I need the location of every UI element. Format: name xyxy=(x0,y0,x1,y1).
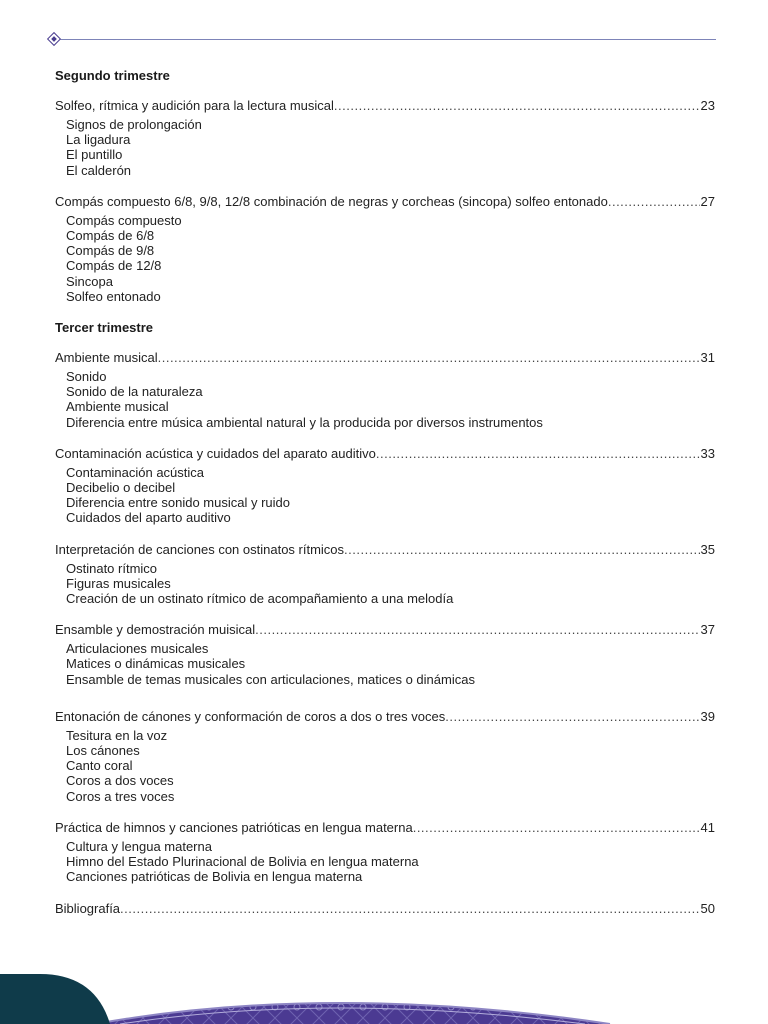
toc-subitem: Compás compuesto xyxy=(66,212,182,228)
table-of-contents xyxy=(55,68,715,933)
toc-entry[interactable] xyxy=(55,820,715,885)
dot-leader xyxy=(255,622,699,638)
toc-subitem: Figuras musicales xyxy=(66,575,171,591)
toc-subitem: La ligadura xyxy=(66,132,131,148)
dot-leader xyxy=(608,194,700,210)
toc-subitem: Solfeo entonado xyxy=(66,288,161,304)
toc-subitem: Compás de 9/8 xyxy=(66,243,155,259)
toc-page-number: 37 xyxy=(700,622,715,638)
dot-leader xyxy=(120,901,699,917)
toc-subitem: Canto coral xyxy=(66,758,133,774)
toc-subitem: Ensamble de temas musicales con articulaciones, matices o dinámicas xyxy=(66,671,475,687)
toc-entry-title: Ambiente musical xyxy=(55,350,158,366)
toc-entry[interactable] xyxy=(55,446,715,526)
toc-subitem: Sincopa xyxy=(66,273,113,289)
toc-entry-title: Ensamble y demostración muisical xyxy=(55,622,256,638)
toc-page-number: 50 xyxy=(700,900,715,916)
toc-subitem: Decibelio o decibel xyxy=(66,480,176,496)
toc-entry[interactable] xyxy=(55,622,715,687)
toc-page-number: 27 xyxy=(700,193,715,209)
toc-subitem: Creación de un ostinato rítmico de acompañamiento a una melodía xyxy=(66,591,454,607)
toc-entry[interactable] xyxy=(55,709,715,804)
header-rule xyxy=(58,39,716,40)
toc-page-number: 35 xyxy=(700,541,715,557)
toc-subitem: Contaminación acústica xyxy=(66,464,205,480)
toc-subitem: Coros a tres voces xyxy=(66,788,175,804)
toc-subitem: Compás de 12/8 xyxy=(66,258,162,274)
toc-entry[interactable] xyxy=(55,194,715,304)
toc-subitem: Cultura y lengua materna xyxy=(66,838,212,854)
toc-subitem: Himno del Estado Plurinacional de Bolivia en lengua materna xyxy=(66,854,419,870)
toc-page-number: 41 xyxy=(700,819,715,835)
toc-entry-title: Interpretación de canciones con ostinatos rítmicos xyxy=(55,541,345,557)
dot-leader xyxy=(158,350,700,366)
toc-entry-bibliography[interactable] xyxy=(55,901,715,917)
toc-entry-title: Entonación de cánones y conformación de coros a dos o tres voces xyxy=(55,708,446,724)
decorative-footer-band xyxy=(0,974,768,1024)
toc-entry[interactable] xyxy=(55,350,715,430)
section-heading-tercer: Tercer trimestre xyxy=(55,320,154,336)
toc-subitem: Ostinato rítmico xyxy=(66,560,158,576)
toc-subitem: Matices o dinámicas musicales xyxy=(66,656,246,672)
toc-entry-title: Compás compuesto 6/8, 9/8, 12/8 combinación de negras y corcheas (sincopa) solfeo entonado xyxy=(55,193,608,209)
toc-page-number: 23 xyxy=(700,98,715,113)
footer-pattern-icon xyxy=(0,974,768,1024)
toc-entry[interactable] xyxy=(55,542,715,607)
toc-subitem: Articulaciones musicales xyxy=(66,641,209,657)
toc-subitem: Compás de 6/8 xyxy=(66,228,155,244)
dot-leader xyxy=(344,542,699,558)
toc-subitem: Signos de prolongación xyxy=(66,117,202,132)
toc-entry-title: Práctica de himnos y canciones patrióticas en lengua materna xyxy=(55,819,413,835)
toc-subitem: Ambiente musical xyxy=(66,399,169,415)
dot-leader xyxy=(445,709,699,725)
dot-leader xyxy=(334,98,700,114)
toc-subitem: Tesitura en la voz xyxy=(66,727,168,743)
toc-entry-title: Solfeo, rítmica y audición para la lectura musical xyxy=(55,98,334,113)
section-heading-segundo: Segundo trimestre xyxy=(55,68,170,83)
toc-entry-title: Bibliografía xyxy=(55,900,121,916)
dot-leader xyxy=(413,820,700,836)
dot-leader xyxy=(376,446,700,462)
toc-subitem: Los cánones xyxy=(66,743,140,759)
toc-entry[interactable] xyxy=(55,98,715,178)
toc-page-number: 31 xyxy=(700,350,715,366)
toc-subitem: Coros a dos voces xyxy=(66,773,174,789)
toc-page-number: 33 xyxy=(700,445,715,461)
toc-subitem: El puntillo xyxy=(66,147,123,163)
toc-subitem: Diferencia entre música ambiental natural y la producida por diversos instrumentos xyxy=(66,414,543,430)
diamond-ornament-icon xyxy=(47,32,61,46)
toc-entry-title: Contaminación acústica y cuidados del aparato auditivo xyxy=(55,445,376,461)
toc-subitem: Sonido de la naturaleza xyxy=(66,384,203,400)
toc-subitem: Diferencia entre sonido musical y ruido xyxy=(66,495,290,511)
toc-subitem: Cuidados del aparto auditivo xyxy=(66,510,231,526)
toc-page-number: 39 xyxy=(700,708,715,724)
toc-subitem: El calderón xyxy=(66,162,132,178)
toc-subitem: Canciones patrióticas de Bolivia en lengua materna xyxy=(66,869,363,885)
toc-subitem: Sonido xyxy=(66,369,107,385)
